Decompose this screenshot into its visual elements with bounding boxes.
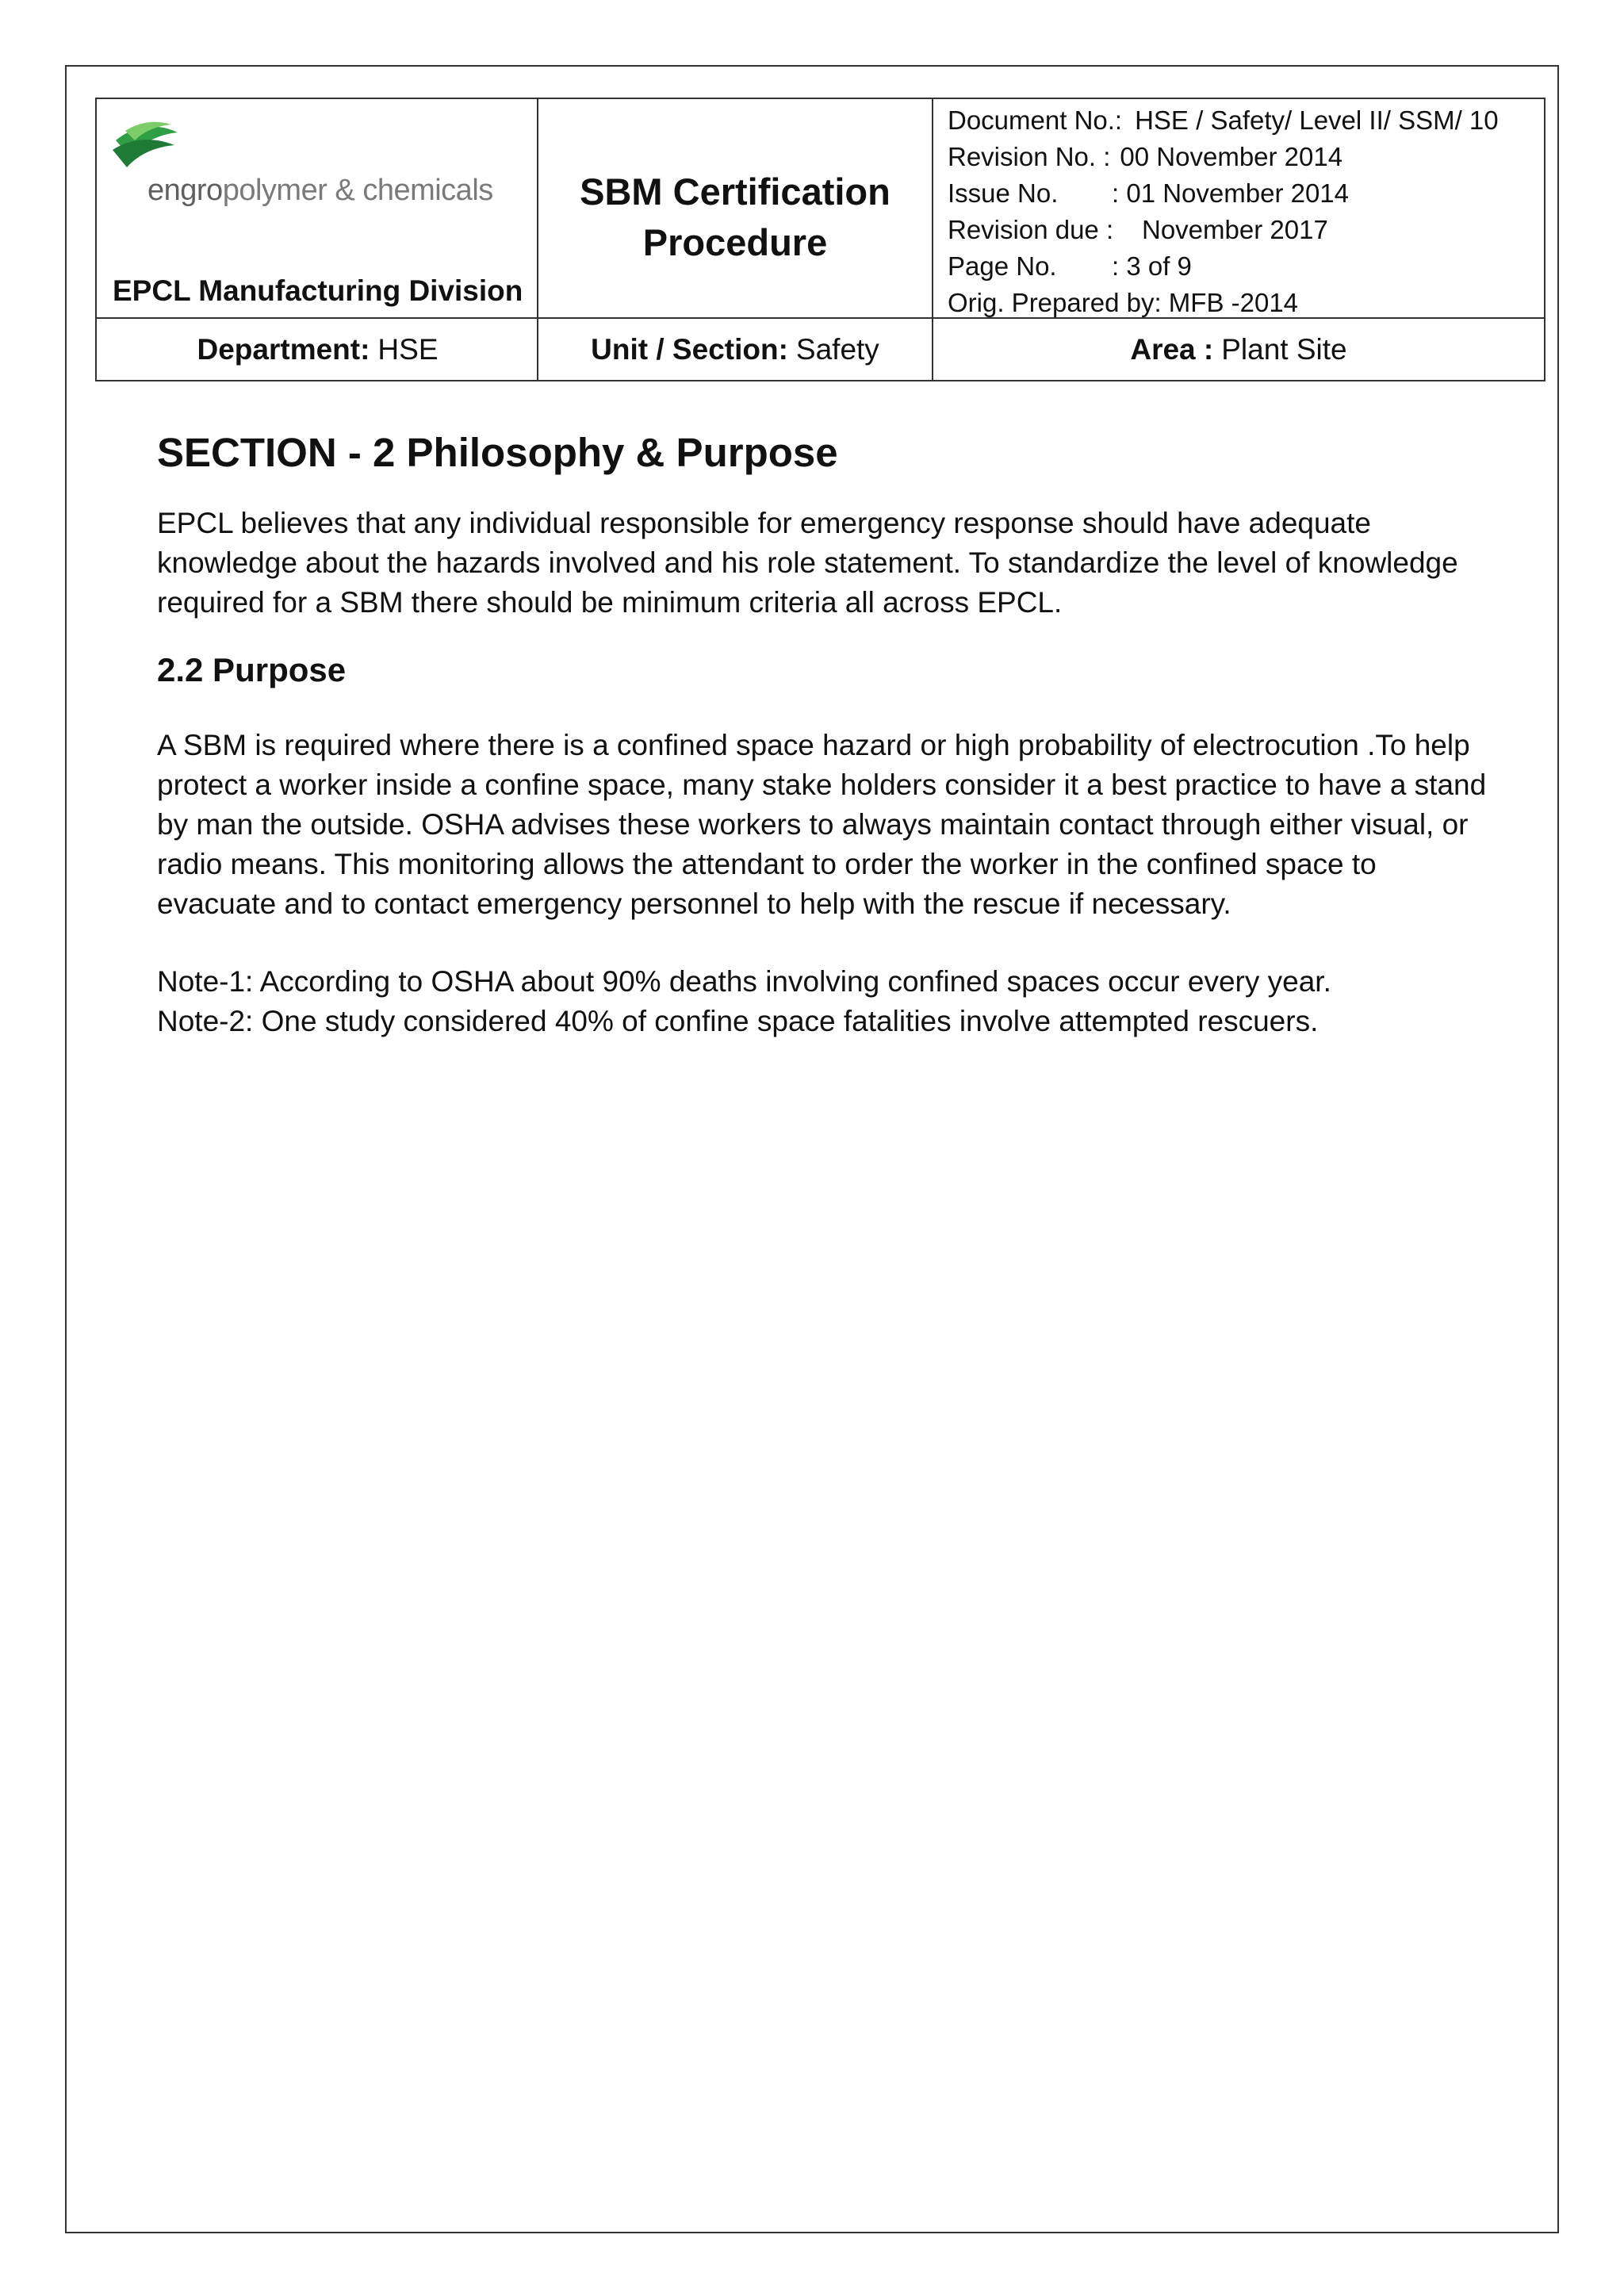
notes-block — [157, 962, 1489, 1041]
company-logo — [111, 117, 523, 212]
prepared-by-row: Orig. Prepared by: MFB -2014 — [948, 288, 1299, 317]
note-1: Note-1: According to OSHA about 90% deaths involving confined spaces occur every year. — [157, 965, 1331, 998]
page-no-row: Page No. : 3 of 9 — [948, 251, 1192, 281]
title-line-1: SBM Certification — [580, 170, 891, 213]
page-border — [65, 65, 1559, 2233]
revision-due-row: Revision due : November 2017 — [948, 215, 1328, 244]
document-metadata — [933, 99, 1547, 319]
note-2: Note-2: One study considered 40% of confine space fatalities involve attempted rescuers. — [157, 1005, 1319, 1037]
document-no-row: Document No.: HSE / Safety/ Level II/ SSM/ 10 — [948, 105, 1499, 135]
section-title: SECTION - 2 Philosophy & Purpose — [157, 430, 838, 475]
department-cell: Department: HSE — [197, 332, 439, 366]
title-line-2: Procedure — [642, 220, 828, 263]
division-name: EPCL Manufacturing Division — [113, 274, 523, 307]
issue-no-row: Issue No. : 01 November 2014 — [948, 178, 1350, 208]
logo-cell — [97, 99, 538, 319]
unit-section-cell: Unit / Section: Safety — [591, 332, 879, 366]
engro-leaf-icon — [111, 117, 182, 172]
document-title — [538, 99, 932, 319]
area-cell: Area : Plant Site — [1130, 332, 1347, 366]
document-header-table — [95, 98, 1545, 381]
revision-no-row: Revision No. : 00 November 2014 — [948, 142, 1343, 171]
purpose-paragraph: A SBM is required where there is a confined space hazard or high probability of electrocution .To help protect a worker inside a confine space, many stake holders consider it a best practice to have a stand by man the outside. OSHA advises these workers to always maintain contact through either visual, or radio means. This monitoring allows the attendant to order the worker in the confined space to evacuate and to contact emergency personnel to help with the rescue if necessary. — [157, 729, 1487, 920]
page-content — [157, 424, 1489, 1041]
purpose-heading: 2.2 Purpose — [157, 651, 347, 688]
intro-paragraph: EPCL believes that any individual responsible for emergency response should have adequate knowledge about the hazards involved and his role statement. To standardize the level of knowledge required for a SBM there should be minimum criteria all across EPCL. — [157, 507, 1458, 619]
logo-wordmark: engropolymer & chemicals — [147, 174, 493, 207]
